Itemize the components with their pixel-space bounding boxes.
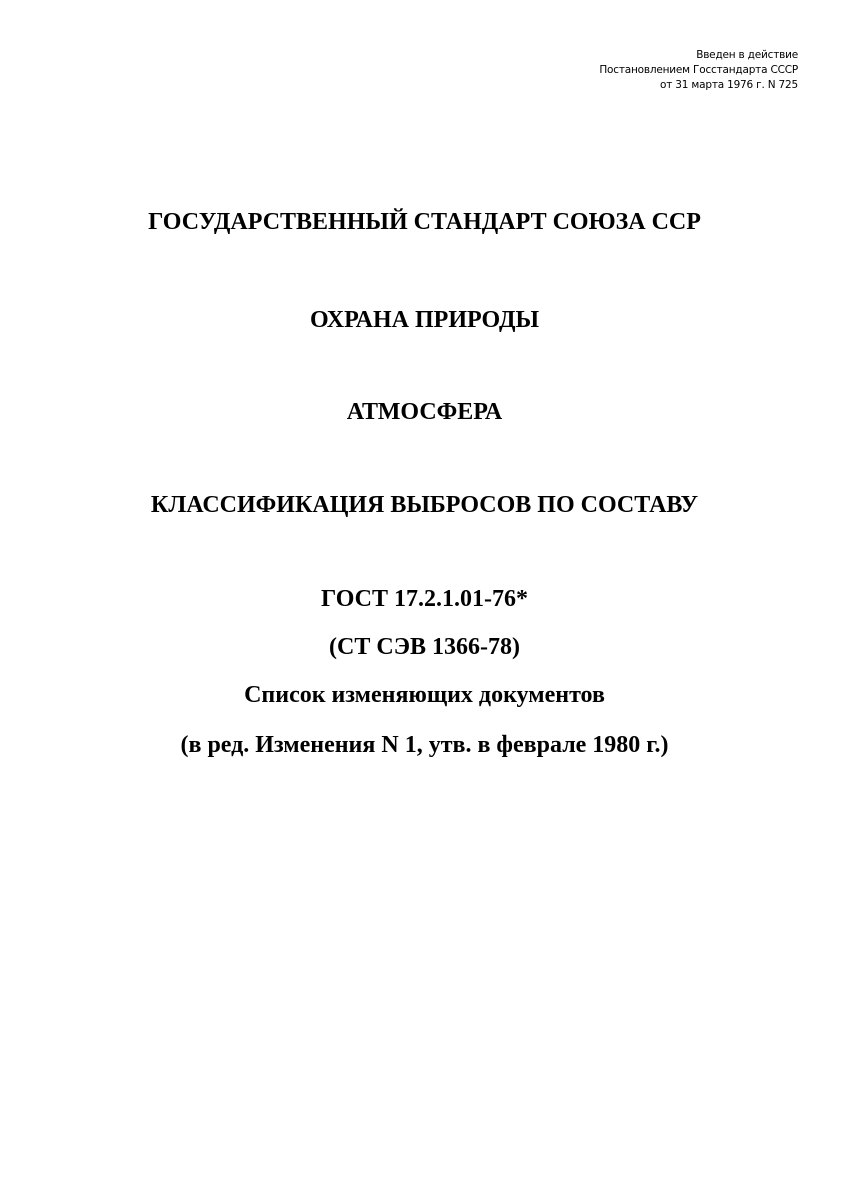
- amendments-heading: Список изменяющих документов: [244, 682, 605, 708]
- subsection-heading: АТМОСФЕРА: [346, 399, 503, 425]
- enactment-line-2: Постановлением Госстандарта СССР: [599, 64, 798, 76]
- amendments-edition: (в ред. Изменения N 1, утв. в феврале 1980 г.): [180, 732, 669, 758]
- gost-number: ГОСТ 17.2.1.01-76*: [321, 586, 528, 612]
- document-title: КЛАССИФИКАЦИЯ ВЫБРОСОВ ПО СОСТАВУ: [150, 492, 699, 518]
- enactment-line-1: Введен в действие: [696, 49, 798, 61]
- cmea-reference: (СТ СЭВ 1366-78): [329, 634, 520, 660]
- enactment-note: [599, 48, 798, 93]
- section-heading: ОХРАНА ПРИРОДЫ: [309, 307, 540, 333]
- state-standard-heading: ГОСУДАРСТВЕННЫЙ СТАНДАРТ СОЮЗА ССР: [148, 209, 701, 235]
- enactment-line-3: от 31 марта 1976 г. N 725: [660, 79, 798, 91]
